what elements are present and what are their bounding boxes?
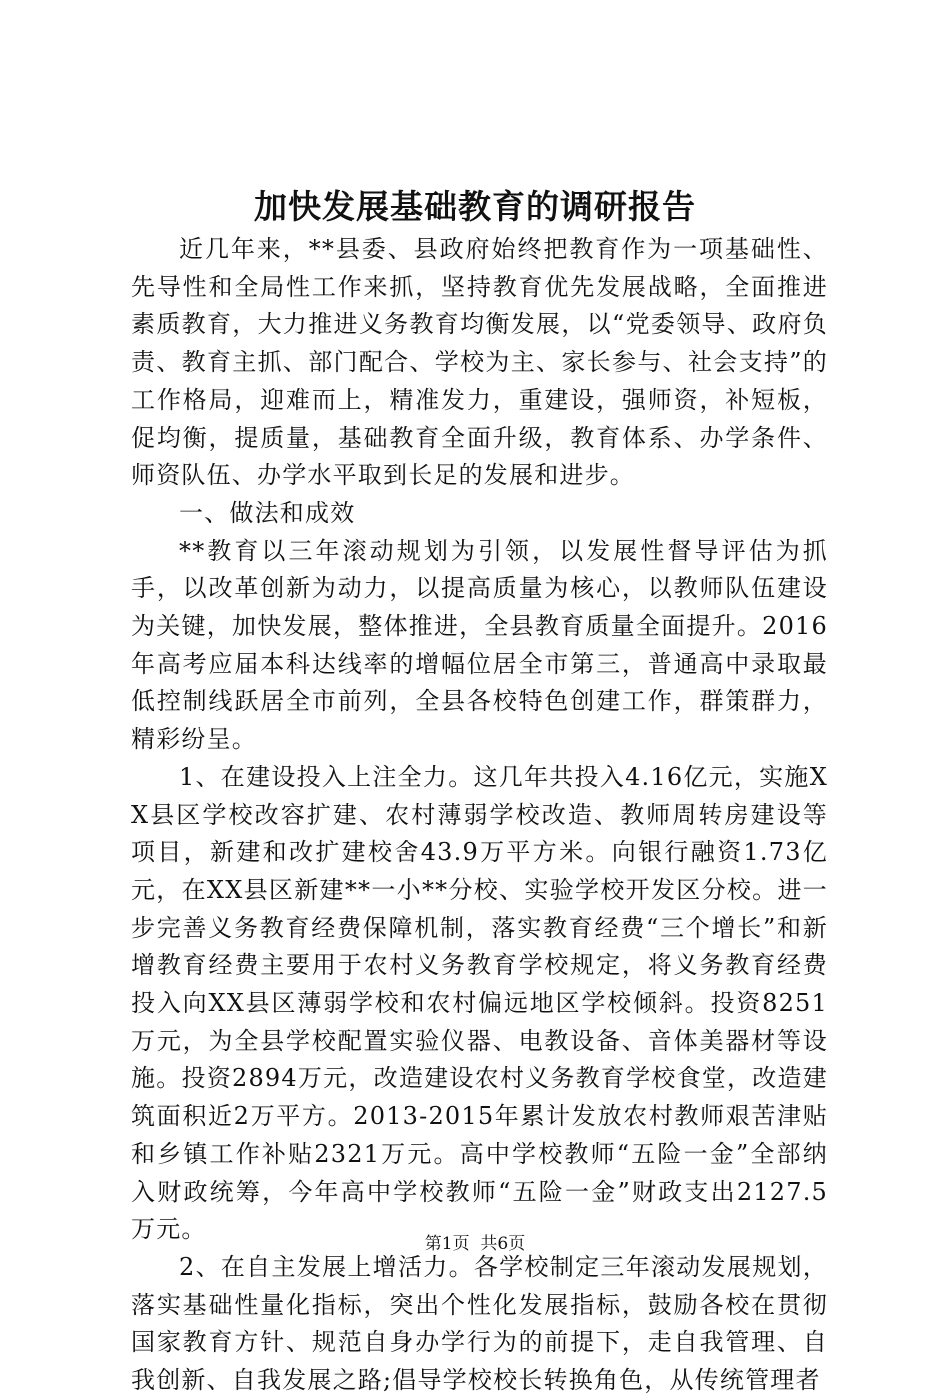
section-heading-practices: 一、做法和成效 [179,498,356,527]
document-title: 加快发展基础教育的调研报告 [254,187,696,226]
page-footer [0,1232,950,1256]
paragraph-investment: 1、在建设投入上注全力。这几年共投入4.16亿元，实施XX县区学校改容扩建、农村薄弱学校改造、教师周转房建设等项目，新建和改扩建校舍43.9万平方米。向银行融资1.73亿元，在XX县区新建**一小**分校、实验学校开发区分校。进一步完善义务教育经费保障机制，落实教育经费“三个增长”和新增教育经费主要用于农村义务教育学校规定，将义务教育经费投入向XX县区薄弱学校和农村偏远地区学校倾斜。投资8251万元，为全县学校配置实验仪器、电教设备、音体美器材等设施。投资2894万元，改造建设农村义务教育学校食堂，改造建筑面积近2万平方。2013-2015年累计发放农村教师艰苦津贴和乡镇工作补贴2321万元。高中学校教师“五险一金”全部纳入财政统筹，今年高中学校教师“五险一金”财政支出2127.5万元。 [131,762,828,1244]
paragraph-autonomy: 2、在自主发展上增活力。各学校制定三年滚动发展规划，落实基础性量化指标，突出个性化发展指标，鼓励各校在贯彻国家教育方针、规范自身办学行为的前提下，走自我管理、自我创新、自我发展之路;倡导学校校长转换角色，从传统管理者 [131,1252,828,1395]
paragraph-intro: 近几年来，**县委、县政府始终把教育作为一项基础性、先导性和全局性工作来抓，坚持教育优先发展战略，全面推进素质教育，大力推进义务教育均衡发展，以“党委领导、政府负责、教育主抓、部门配合、学校为主、家长参与、社会支持”的工作格局，迎难而上，精准发力，重建设，强师资，补短板，促均衡，提质量，基础教育全面升级，教育体系、办学条件、师资队伍、办学水平取到长足的发展和进步。 [131,235,828,490]
page-total: 共6页 [480,1234,526,1254]
page-number: 第1页 [424,1234,470,1254]
document-body [131,231,828,1400]
paragraph-overview: **教育以三年滚动规划为引领，以发展性督导评估为抓手，以改革创新为动力，以提高质量为核心，以教师队伍建设为关键，加快发展，整体推进，全县教育质量全面提升。2016年高考应届本科达线率的增幅位居全市第三，普通高中录取最低控制线跃居全市前列，全县各校特色创建工作，群策群力，精彩纷呈。 [131,536,828,754]
